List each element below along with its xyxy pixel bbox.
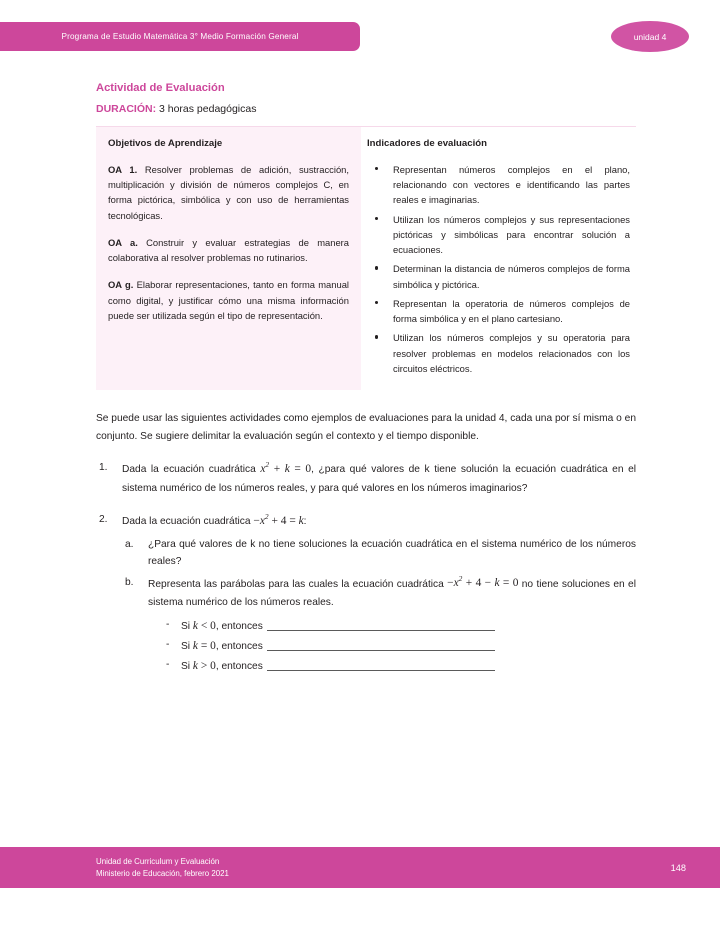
indicator-text: Determinan la distancia de números complejos de forma simbólica y pictórica. xyxy=(393,263,630,290)
header-banner-text: Programa de Estudio Matemática 3° Medio Formación General xyxy=(61,32,299,41)
footer-line-2: Ministerio de Educación, febrero 2021 xyxy=(96,868,229,878)
question-2 xyxy=(96,511,636,676)
question-2b-text-after: no tiene soluciones en el sistema numérico de los números reales. xyxy=(148,578,636,608)
answer-blanks-list xyxy=(148,616,636,677)
question-2b-text-before: Representa las parábolas para las cuales la ecuación cuadrática xyxy=(148,578,448,590)
answer-input-line[interactable] xyxy=(267,619,495,631)
question-2-text-before: Dada la ecuación cuadrática xyxy=(122,515,254,527)
blank-suffix: , entonces xyxy=(215,620,263,632)
unit-badge xyxy=(611,21,689,52)
indicators-list xyxy=(367,162,630,376)
list-item xyxy=(367,261,630,291)
footer-organization xyxy=(96,856,229,879)
objective-code: OA a. xyxy=(108,236,138,248)
blank-prefix: Si xyxy=(181,661,193,673)
objective-text: Resolver problemas de adición, sustracción, multiplicación y división de números complejos C, en forma pictórica, simbólica y con uso de herramientas tecnológicas. xyxy=(108,164,349,221)
dash-marker: - xyxy=(166,659,170,671)
objectives-header: Objetivos de Aprendizaje xyxy=(108,138,223,149)
list-item xyxy=(367,212,630,258)
page-number: 148 xyxy=(670,862,686,873)
question-1-text-before: Dada la ecuación cuadrática xyxy=(122,463,261,475)
objective-text: Construir y evaluar estrategias de manera colaborativa al resolver problemas no rutinarios. xyxy=(108,236,349,264)
question-2a xyxy=(122,536,636,571)
objective-item xyxy=(108,162,349,223)
indicator-text: Representan la operatoria de números complejos de forma simbólica y en el plano cartesiano. xyxy=(393,297,630,325)
list-item xyxy=(367,330,630,376)
page-content xyxy=(96,82,636,690)
objective-item xyxy=(108,235,349,265)
question-2-text-after: : xyxy=(303,515,307,527)
bullet-icon xyxy=(375,301,378,304)
bullet-icon xyxy=(375,167,378,170)
footer-line-1: Unidad de Curriculum y Evaluación xyxy=(96,857,220,867)
duration-value: 3 horas pedagógicas xyxy=(156,103,257,115)
question-1-text-after: , ¿para qué valores de k tiene solución la ecuación cuadrática en el sistema numérico de los números reales, y para qué valores en los números imaginarios? xyxy=(122,463,637,494)
objectives-column xyxy=(96,127,361,390)
objective-item xyxy=(108,277,349,323)
question-2b-equation: $-x^2 + 4 - k = 0$ xyxy=(447,574,519,590)
question-2b-marker: b. xyxy=(125,576,134,588)
dash-marker: - xyxy=(166,618,170,630)
question-2a-text: ¿Para qué valores de k no tiene soluciones la ecuación cuadrática en el sistema numérico de los números reales? xyxy=(148,538,636,568)
blank-prefix: Si xyxy=(181,640,193,652)
indicator-text: Representan números complejos en el plano, relacionando con vectores e identificando las partes reales e imaginarias. xyxy=(393,164,630,206)
answer-blank-row xyxy=(148,616,636,636)
page-footer xyxy=(0,847,720,888)
question-2b xyxy=(122,574,636,677)
objective-text: Elaborar representaciones, tanto en forma manual como digital, y justificar cómo una misma información puede ser utilizada según el tipo de representación. xyxy=(108,279,349,321)
blank-prefix: Si xyxy=(181,620,193,632)
blank-condition: k < 0 xyxy=(192,619,216,632)
question-2a-marker: a. xyxy=(125,538,134,550)
blank-suffix: , entonces xyxy=(215,661,263,673)
objective-code: OA g. xyxy=(108,279,134,291)
question-1-equation: $x^2 + k = 0$ xyxy=(260,460,312,475)
indicator-text: Utilizan los números complejos y sus representaciones pictóricas y simbólicas para encontrar solución a ecuaciones. xyxy=(393,213,630,256)
question-1-marker: 1. xyxy=(99,462,108,474)
blank-condition: k > 0 xyxy=(192,660,216,673)
list-item xyxy=(367,162,630,208)
unit-badge-label: unidad 4 xyxy=(633,31,667,42)
bullet-icon xyxy=(375,217,378,220)
objectives-indicators-table xyxy=(96,126,636,390)
dash-marker: - xyxy=(166,638,170,650)
blank-condition: k = 0 xyxy=(192,639,216,652)
bullet-icon xyxy=(375,335,378,338)
bullet-icon xyxy=(375,266,378,269)
question-2-subitems xyxy=(122,536,636,677)
answer-input-line[interactable] xyxy=(267,639,495,651)
list-item xyxy=(367,296,630,326)
duration-label: DURACIÓN: xyxy=(96,103,157,115)
indicator-text: Utilizan los números complejos y su operatoria para resolver problemas en modelos relacionados con los circuitos eléctricos. xyxy=(393,332,630,374)
question-1 xyxy=(96,459,636,497)
objective-code: OA 1. xyxy=(108,164,138,175)
duration-line xyxy=(96,103,636,115)
header-banner xyxy=(0,22,360,51)
question-2-equation: $-x^2 + 4 = k$ xyxy=(253,512,304,527)
questions-list xyxy=(96,459,636,676)
indicators-column xyxy=(361,127,636,390)
page-title: Actividad de Evaluación xyxy=(96,82,225,94)
question-2-marker: 2. xyxy=(99,514,108,526)
answer-blank-row xyxy=(148,656,636,676)
answer-input-line[interactable] xyxy=(267,659,495,671)
indicators-header: Indicadores de evaluación xyxy=(367,138,487,149)
answer-blank-row xyxy=(148,636,636,656)
blank-suffix: , entonces xyxy=(215,640,263,652)
intro-paragraph: Se puede usar las siguientes actividades como ejemplos de evaluaciones para la unidad 4, cada una por sí misma o en conjunto. Se sugiere delimitar la evaluación según el contexto y el tiempo disponible. xyxy=(96,413,636,442)
